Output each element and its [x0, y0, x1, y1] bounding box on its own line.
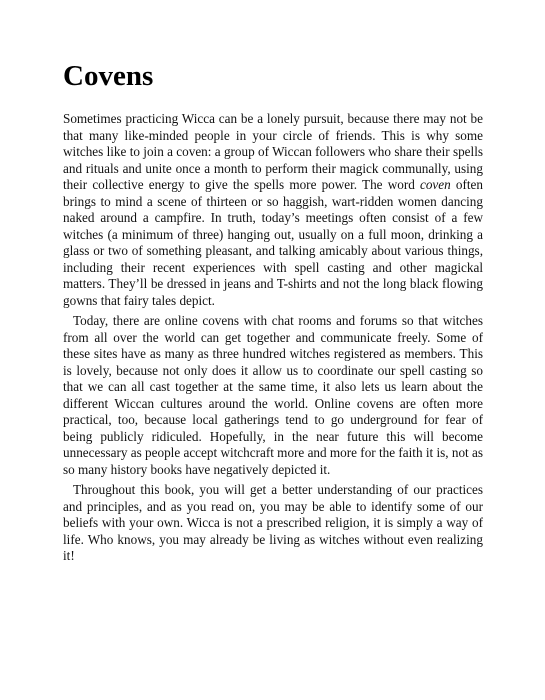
chapter-title: Covens [63, 60, 154, 92]
paragraph-1-text-end: often brings to mind a scene of thirteen or so haggish, wart-ridden women dancing naked around a campfire. In truth, today’s meetings often consist of a few witches (a minimum of three) hanging out, usually on a full moon, drinking a glass or two of something pleasant, and talking amicably about various things, including their recent experiences with spell casting and other magickal matters. They’ll be dressed in jeans and T-shirts and not the long black flowing gowns that fairy tales depict. [63, 177, 483, 308]
emphasized-word-coven: coven [419, 177, 451, 192]
paragraph-3: Throughout this book, you will get a better understanding of our practices and principles, and as you read on, you may be able to identify some of our beliefs with your own. Wicca is not a prescribed religion, it is simply a way of life. Who knows, you may already be living as witches without even realizing it! [63, 482, 483, 563]
paragraph-2: Today, there are online covens with chat rooms and forums so that witches from all over the world can get together and communicate freely. Some of these sites have as many as three hundred witches registered as members. This is lovely, because not only does it allow us to coordinate our spell casting so that we can all cast together at the same time, it also lets us learn about the different Wiccan cultures around the world. Online covens are often more practical, too, because local gatherings tend to go underground for fear of being publicly ridiculed. Hopefully, in the near future this will become unnecessary as people accept witchcraft more and more for the faith it is, not as so many history books have negatively depicted it. [63, 313, 484, 477]
paragraph-1 [63, 111, 483, 309]
paragraph-1-text-start: Sometimes practicing Wicca can be a lonely pursuit, because there may not be that many like-minded people in your circle of friends. This is why some witches like to join a coven: a group of Wiccan followers who share their spells and rituals and unite once a month to perform their magick communally, using their collective energy to give the spells more power. The word [63, 111, 483, 192]
chapter-body [63, 111, 483, 565]
